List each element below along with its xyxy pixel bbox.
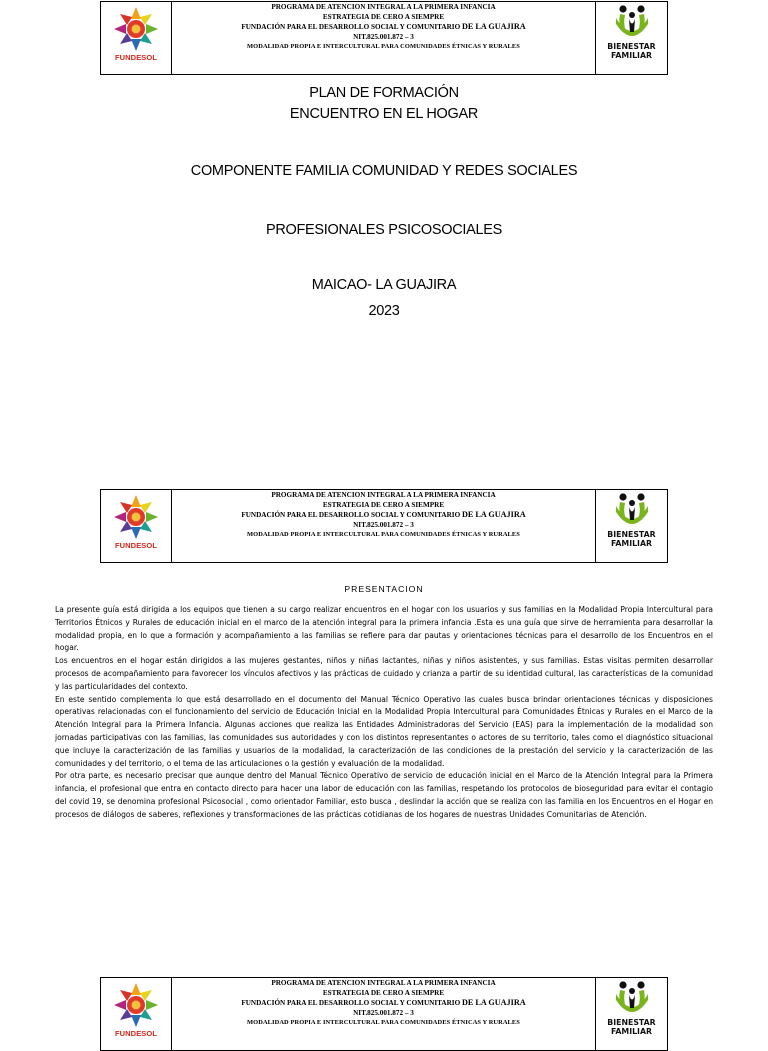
cover-year: 2023 (368, 303, 400, 319)
presentation-paragraph-2: Los encuentros en el hogar están dirigidos a las mujeres gestantes, niños y niñas lactantes, niñas y niños asistentes, y sus familias. Estas visitas permiten desarrollar procesos de acompañamiento para favorecer los vínculos afectivos y las prácticas de cuidado y crianza a partir de su identidad cultural, las características de la comunidad y las particularidades del contexto. (55, 656, 713, 691)
cover-title-line2: ENCUENTRO EN EL HOGAR (289, 106, 479, 122)
fundesol-logo (101, 978, 172, 1050)
icbf-family-icon (613, 492, 651, 528)
fundesol-flower-icon (103, 5, 167, 55)
header-foundation: FUNDACIÓN PARA EL DESARROLLO SOCIAL Y COMUNITARIO DE LA GUAJIRA (241, 510, 526, 520)
header-modality: MODALIDAD PROPIA E INTERCULTURAL PARA COMUNIDADES ÉTNICAS Y RURALES (247, 43, 520, 51)
header-nit: NIT.825.001.872 – 3 (353, 32, 414, 41)
fundesol-logo (101, 2, 172, 74)
icbf-logo (595, 2, 667, 74)
page-header-2 (100, 489, 668, 563)
header-text-block (172, 490, 595, 562)
header-nit: NIT.825.001.872 – 3 (353, 1008, 414, 1017)
header-program: PROGRAMA DE ATENCION INTEGRAL A LA PRIMERA INFANCIA (271, 491, 496, 499)
cover-component: COMPONENTE FAMILIA COMUNIDAD Y REDES SOCIALES (190, 163, 578, 179)
header-strategy: ESTRATEGIA DE CERO A SIEMPRE (322, 988, 445, 997)
presentation-paragraph-3: En este sentido complementa lo que está desarrollado en el documento del Manual Técnico Operativo las cuales busca brindar orientaciones técnicas y disposiciones operativas relacionadas con el funcionamiento del servicio de Educación Inicial en la Modalidad Propia Intercultural para Comunidades Étnicas y Rurales en el Marco de la Atención Integral para la Primera Infancia. Algunas acciones que realiza las Entidades Administradoras del Servicio (EAS) para la implementación de la modalidad son jornadas participativas con las familias, las comunidades sus autoridades y con los distintos representantes o actores de su territorio, tales como el diagnóstico situacional que incluye la caracterización de las familias y usuarios de la modalidad, la caracterización de las condiciones de la prestación del servicio y la caracterización de las comunidades y del territorio, o el tema de las articulaciones o la gestión y evaluación de la modalidad. (55, 694, 713, 768)
fundesol-logo-text: FUNDESOL (114, 1029, 158, 1038)
header-program: PROGRAMA DE ATENCION INTEGRAL A LA PRIMERA INFANCIA (271, 3, 496, 11)
header-text-block (172, 978, 595, 1050)
presentation-title: PRESENTACION (344, 584, 424, 594)
icbf-logo (595, 978, 667, 1050)
cover-professionals: PROFESIONALES PSICOSOCIALES (265, 222, 503, 238)
icbf-logo-text: BIENESTAR FAMILIAR (607, 530, 656, 548)
presentation-paragraph-4: Por otra parte, es necesario precisar que aunque dentro del Manual Técnico Operativo de servicio de educación inicial en el Marco de la Atención Integral para la Primera infancia, el profesional que entra en contacto directo para hacer una labor de educación con las familias, respetando los protocolos de bioseguridad para evitar el contagio del covid 19, se denomina profesional Psicosocial , como orientador Familiar, esto busca , deslindar la acción que se realiza con las familia en los Encuentros en el Hogar en procesos de diálogos de saberes, reflexiones y transformaciones de las prácticas cotidianas de los hogares de nuestras Unidades Comunitarias de Atención. (55, 771, 713, 819)
header-foundation: FUNDACIÓN PARA EL DESARROLLO SOCIAL Y COMUNITARIO DE LA GUAJIRA (241, 998, 526, 1008)
icbf-logo-text: BIENESTAR FAMILIAR (607, 42, 656, 60)
icbf-logo (595, 490, 667, 562)
header-nit: NIT.825.001.872 – 3 (353, 520, 414, 529)
header-program: PROGRAMA DE ATENCION INTEGRAL A LA PRIMERA INFANCIA (271, 979, 496, 987)
page-header-3 (100, 977, 668, 1051)
header-foundation: FUNDACIÓN PARA EL DESARROLLO SOCIAL Y COMUNITARIO DE LA GUAJIRA (241, 22, 526, 32)
fundesol-flower-icon (103, 493, 167, 543)
cover-title-line1: PLAN DE FORMACIÓN (309, 85, 459, 101)
cover-location: MAICAO- LA GUAJIRA (311, 277, 457, 293)
header-modality: MODALIDAD PROPIA E INTERCULTURAL PARA COMUNIDADES ÉTNICAS Y RURALES (247, 531, 520, 539)
fundesol-logo-text: FUNDESOL (114, 541, 158, 550)
page-header-1 (100, 1, 668, 75)
presentation-body (55, 604, 713, 822)
icbf-family-icon (613, 4, 651, 40)
header-strategy: ESTRATEGIA DE CERO A SIEMPRE (322, 12, 445, 21)
presentation-paragraph-1: La presente guía está dirigida a los equipos que tienen a su cargo realizar encuentros en el hogar con los usuarios y sus familias en la Modalidad Propia Intercultural para Territorios Étnicos y Rurales de educación inicial en el marco de la atención integral para la primera infancia .Esta es una guía que sirve de herramienta para desarrollar la modalidad propia, en lo que a formación y acompañamiento a las familias se refiere para dar pautas y orientaciones técnicas para el desarrollo de los Encuentros en el hogar. (55, 605, 713, 653)
fundesol-logo (101, 490, 172, 562)
fundesol-logo-text: FUNDESOL (114, 53, 158, 62)
header-modality: MODALIDAD PROPIA E INTERCULTURAL PARA COMUNIDADES ÉTNICAS Y RURALES (247, 1019, 520, 1027)
icbf-family-icon (613, 980, 651, 1016)
icbf-logo-text: BIENESTAR FAMILIAR (607, 1018, 656, 1036)
header-strategy: ESTRATEGIA DE CERO A SIEMPRE (322, 500, 445, 509)
header-text-block (172, 2, 595, 74)
